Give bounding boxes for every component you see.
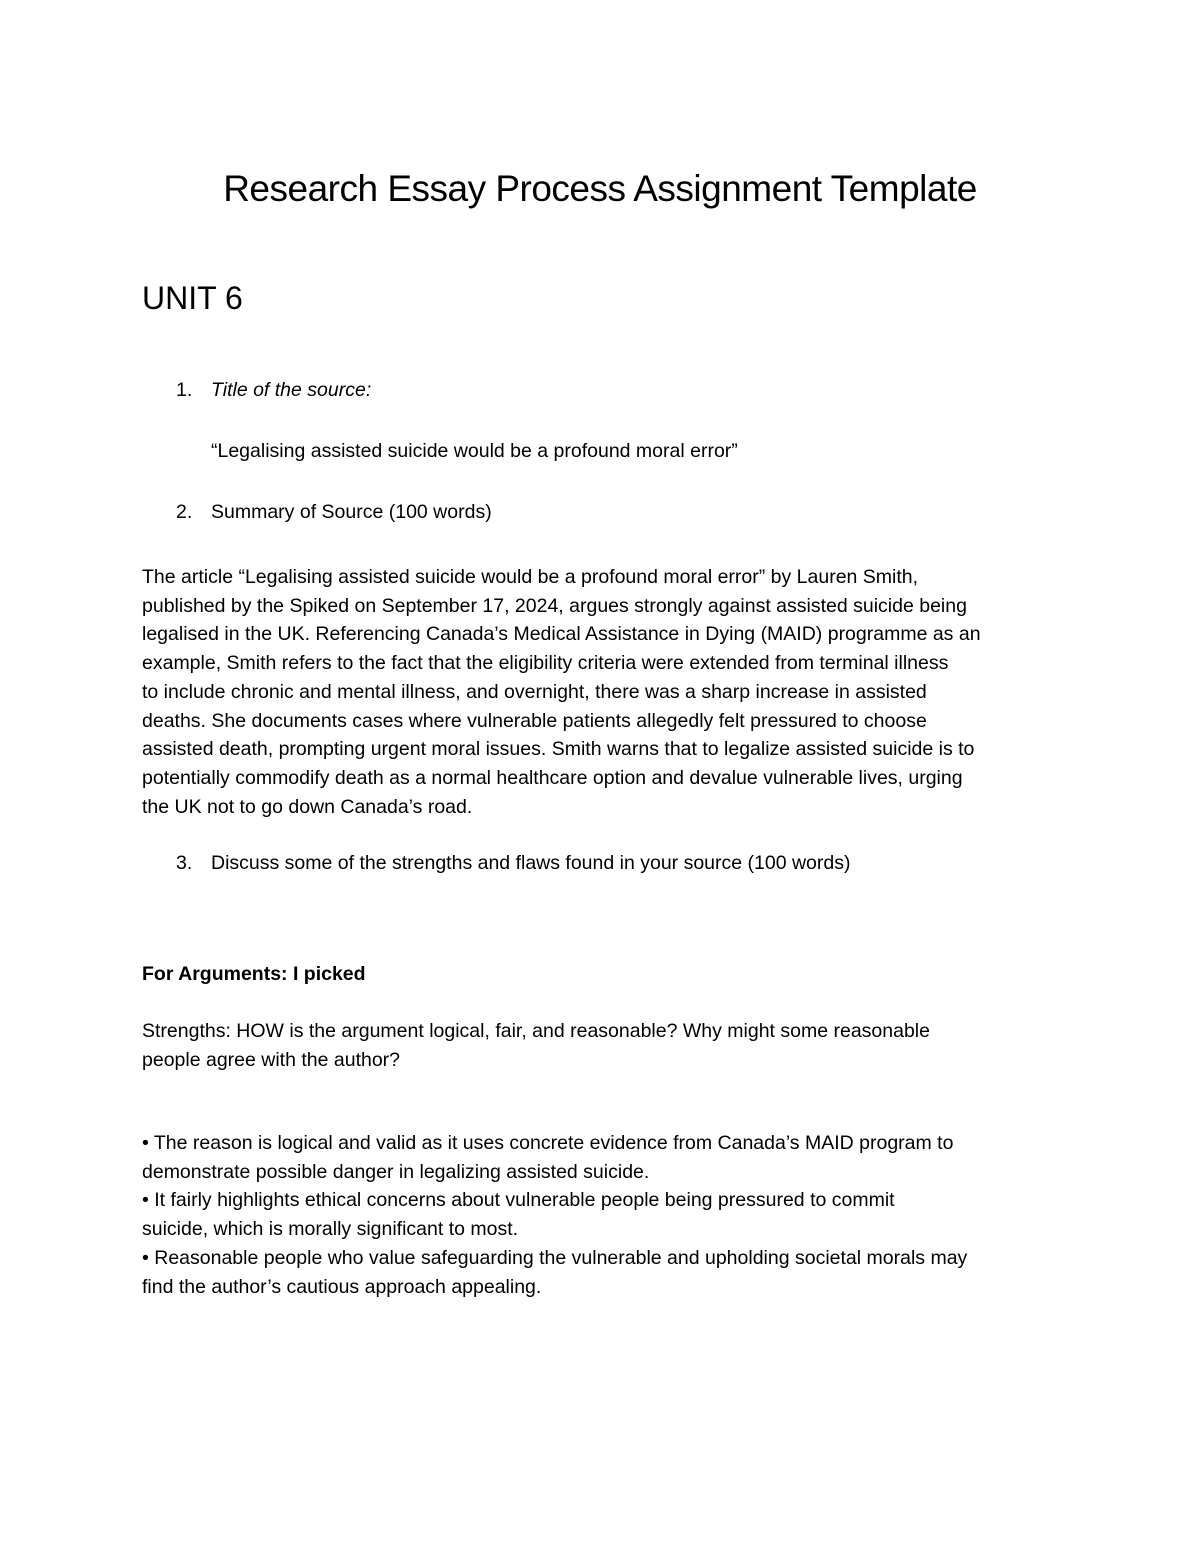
source-title-value: “Legalising assisted suicide would be a profound moral error” — [211, 440, 738, 462]
bullet-line: demonstrate possible danger in legalizing assisted suicide. — [142, 1160, 650, 1183]
list-number-2: 2. — [176, 501, 193, 523]
summary-line: potentially commodify death as a normal healthcare option and devalue vulnerable lives, urging — [142, 766, 963, 789]
bullet-line: suicide, which is morally significant to most. — [142, 1218, 519, 1241]
summary-line: deaths. She documents cases where vulnerable patients allegedly felt pressured to choose — [142, 709, 927, 732]
unit-heading: UNIT 6 — [142, 280, 243, 316]
bullet-line: find the author’s cautious approach appealing. — [142, 1275, 542, 1298]
summary-line: published by the Spiked on September 17, 2024, argues strongly against assisted suicide being — [142, 594, 967, 617]
summary-line: the UK not to go down Canada’s road. — [142, 795, 473, 818]
bullet-line: • It fairly highlights ethical concerns about vulnerable people being pressured to commit — [142, 1189, 895, 1212]
summary-line: to include chronic and mental illness, and overnight, there was a sharp increase in assisted — [142, 680, 927, 703]
summary-label: Summary of Source (100 words) — [211, 501, 492, 523]
strengths-flaws-label: Discuss some of the strengths and flaws found in your source (100 words) — [211, 852, 851, 874]
strengths-bullets — [142, 1129, 1072, 1301]
summary-line: The article “Legalising assisted suicide would be a profound moral error” by Lauren Smith, — [142, 566, 919, 588]
summary-paragraph — [142, 563, 1072, 821]
bullet-line: • The reason is logical and valid as it uses concrete evidence from Canada’s MAID program to — [142, 1132, 954, 1154]
strengths-prompt — [142, 1017, 1072, 1074]
summary-line: example, Smith refers to the fact that the eligibility criteria were extended from terminal illness — [142, 652, 949, 675]
summary-line: assisted death, prompting urgent moral issues. Smith warns that to legalize assisted suicide is to — [142, 738, 975, 761]
summary-line: legalised in the UK. Referencing Canada’s Medical Assistance in Dying (MAID) programme as an — [142, 623, 981, 646]
strengths-prompt-line: people agree with the author? — [142, 1048, 401, 1071]
bullet-line: • Reasonable people who value safeguarding the vulnerable and upholding societal morals may — [142, 1246, 968, 1269]
document-title: Research Essay Process Assignment Template — [223, 168, 977, 209]
list-number-1: 1. — [176, 379, 193, 401]
list-number-3: 3. — [176, 852, 193, 874]
for-arguments-heading: For Arguments: I picked — [142, 963, 366, 985]
strengths-prompt-line: Strengths: HOW is the argument logical, fair, and reasonable? Why might some reasonable — [142, 1020, 930, 1042]
source-title-label: Title of the source: — [211, 379, 372, 401]
